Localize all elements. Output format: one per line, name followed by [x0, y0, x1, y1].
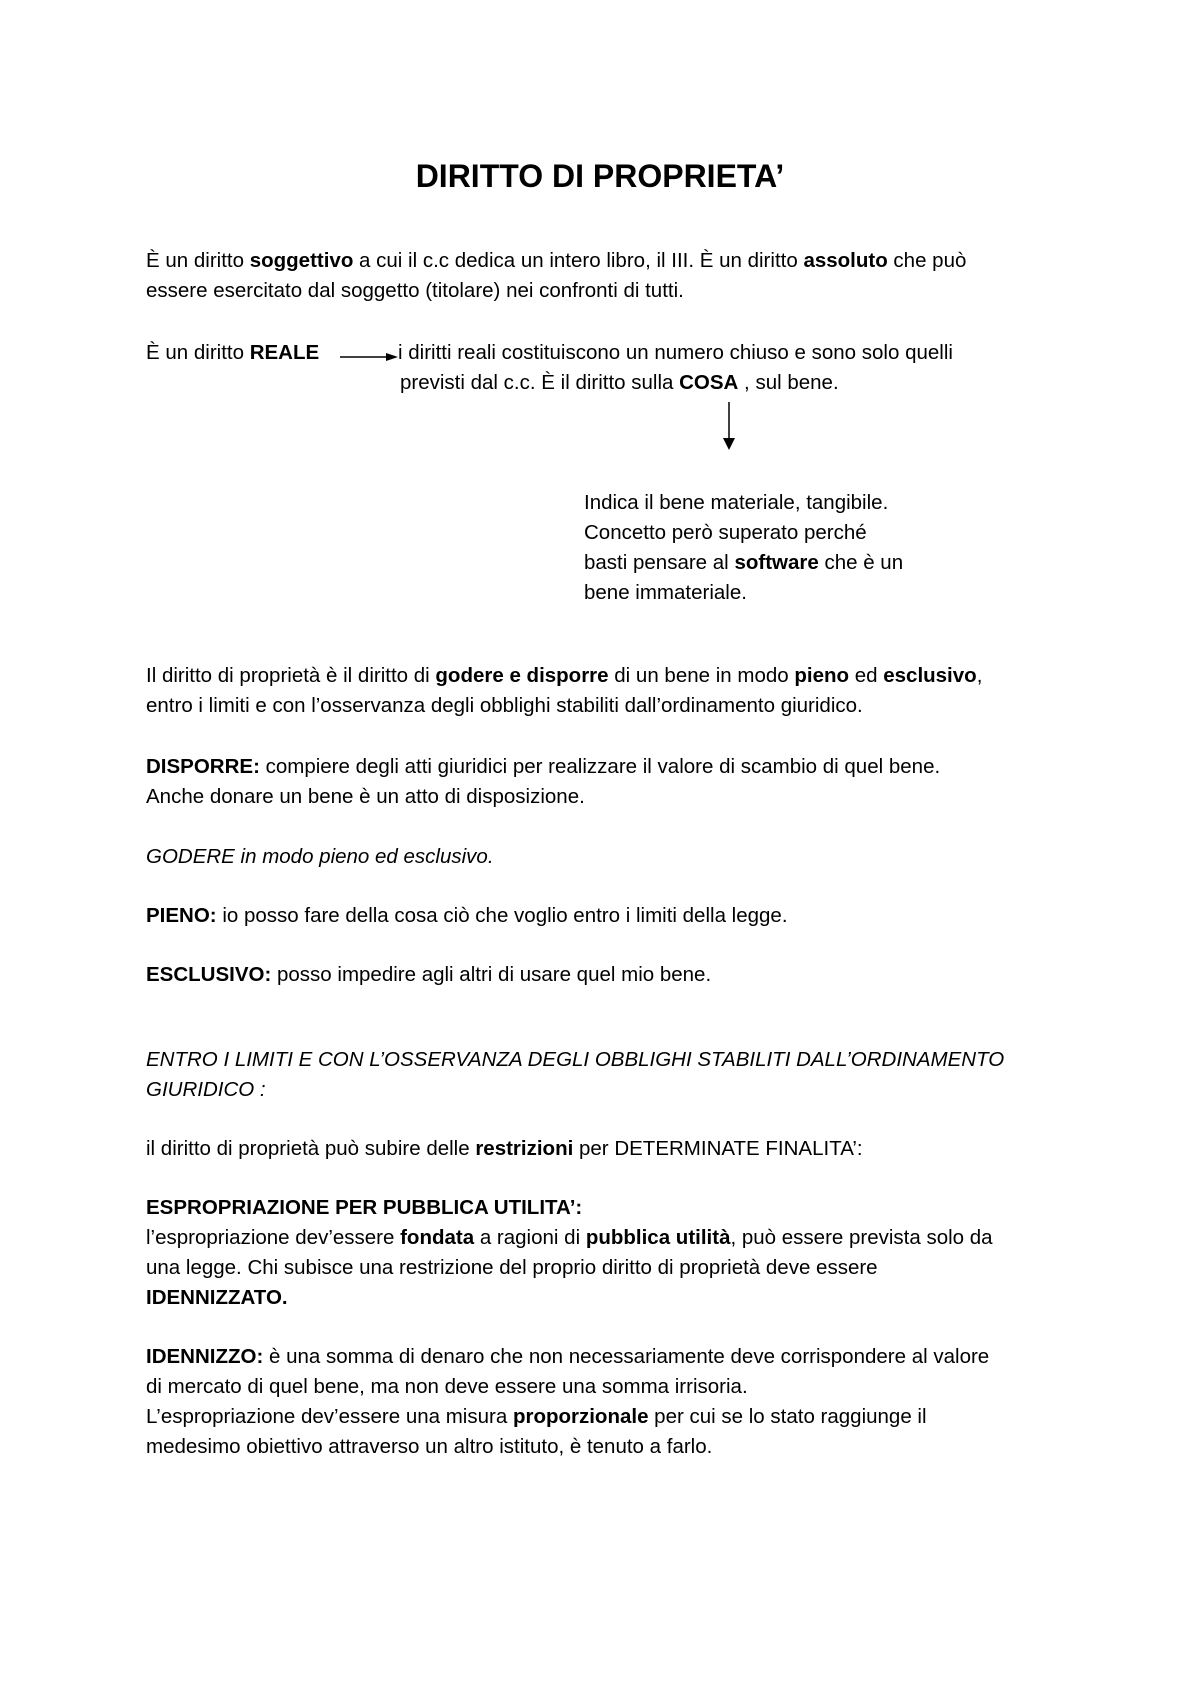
intro-text: È un diritto [146, 249, 250, 272]
disporre-label: DISPORRE: [146, 755, 260, 778]
espropriazione-text: l’espropriazione dev’essere [146, 1226, 401, 1249]
definition-line-2: entro i limiti e con l’osservanza degli obblighi stabiliti dall’ordinamento giuridico. [146, 694, 863, 717]
esclusivo-label: ESCLUSIVO: [146, 963, 272, 986]
esclusivo-text: posso impedire agli altri di usare quel mio bene. [271, 963, 712, 986]
godere-paragraph: GODERE in modo pieno ed esclusivo. [146, 845, 494, 868]
pieno-text: io posso fare della cosa ciò che voglio entro i limiti della legge. [216, 904, 788, 927]
definition-text: ed [849, 664, 884, 687]
espropriazione-line-4: IDENNIZZATO. [146, 1286, 288, 1309]
cosa-bold-software: software [734, 551, 819, 574]
restrizioni-bold: restrizioni [475, 1137, 574, 1160]
idennizzo-line-2: di mercato di quel bene, ma non deve essere una somma irrisoria. [146, 1375, 748, 1398]
intro-text: a cui il c.c dedica un intero libro, il III. È un diritto [353, 249, 804, 272]
idennizzo-paragraph [146, 1342, 1086, 1462]
cosa-line-3 [584, 548, 944, 578]
definition-bold: godere e disporre [435, 664, 609, 687]
entro-line-2: GIURIDICO : [146, 1078, 266, 1101]
page-title: DIRITTO DI PROPRIETA’ [415, 158, 785, 194]
restrizioni-text: per DETERMINATE FINALITA’: [573, 1137, 863, 1160]
reale-text: È un diritto [146, 341, 250, 364]
cosa-line-4: bene immateriale. [584, 581, 747, 604]
espropriazione-text: a ragioni di [474, 1226, 586, 1249]
idennizzo-line-4: medesimo obiettivo attraverso un altro istituto, è tenuto a farlo. [146, 1435, 713, 1458]
intro-bold-assoluto: assoluto [803, 249, 888, 272]
pieno-label: PIENO: [146, 904, 217, 927]
espropriazione-paragraph [146, 1193, 1086, 1313]
entro-line-1: ENTRO I LIMITI E CON L’OSSERVANZA DEGLI OBBLIGHI STABILITI DALL’ORDINAMENTO [146, 1048, 1005, 1071]
reale-text: previsti dal c.c. È il diritto sulla [400, 371, 680, 394]
idennizzo-line-3 [146, 1402, 1086, 1432]
definition-text: Il diritto di proprietà è il diritto di [146, 664, 436, 687]
definition-bold: esclusivo [883, 664, 977, 687]
esclusivo-paragraph [146, 960, 1086, 990]
definition-paragraph [146, 661, 1086, 721]
espropriazione-bold: fondata [400, 1226, 475, 1249]
intro-text: che può [887, 249, 967, 272]
intro-paragraph [146, 246, 1086, 306]
definition-text: di un bene in modo [608, 664, 795, 687]
restrizioni-text: il diritto di proprietà può subire delle [146, 1137, 476, 1160]
cosa-line-2: Concetto però superato perché [584, 521, 867, 544]
intro-line-1 [146, 246, 1086, 276]
restrizioni-paragraph [146, 1134, 1086, 1164]
idennizzo-line-1 [146, 1342, 1086, 1372]
espropriazione-bold: pubblica utilità [585, 1226, 731, 1249]
definition-text: , [976, 664, 983, 687]
definition-line-1 [146, 661, 1086, 691]
reale-description [398, 338, 1058, 398]
idennizzo-text: per cui se lo stato raggiunge il [648, 1405, 927, 1428]
disporre-line-2: Anche donare un bene è un atto di disposizione. [146, 785, 585, 808]
reale-line-1: i diritti reali costituiscono un numero chiuso e sono solo quelli [398, 341, 953, 364]
intro-line-2: essere esercitato dal soggetto (titolare) nei confronti di tutti. [146, 279, 684, 302]
reale-lead [146, 338, 319, 368]
reale-bold: REALE [249, 341, 320, 364]
cosa-text: basti pensare al [584, 551, 735, 574]
pieno-paragraph [146, 901, 1086, 931]
arrow-down-icon [722, 402, 736, 450]
reale-line-2 [398, 368, 1058, 398]
espropriazione-line-2 [146, 1223, 1086, 1253]
disporre-line-1 [146, 752, 1086, 782]
espropriazione-line-3: una legge. Chi subisce una restrizione del proprio diritto di proprietà deve essere [146, 1256, 878, 1279]
arrow-right-icon [340, 353, 398, 361]
idennizzo-bold: proporzionale [512, 1405, 649, 1428]
idennizzo-label: IDENNIZZO: [146, 1345, 264, 1368]
cosa-line-1: Indica il bene materiale, tangibile. [584, 491, 889, 514]
entro-paragraph [146, 1045, 1086, 1105]
reale-bold-cosa: COSA [679, 371, 739, 394]
reale-text: , sul bene. [738, 371, 839, 394]
espropriazione-text: , può essere prevista solo da [730, 1226, 993, 1249]
intro-bold-soggettivo: soggettivo [249, 249, 354, 272]
definition-bold: pieno [794, 664, 850, 687]
disporre-text: compiere degli atti giuridici per realizzare il valore di scambio di quel bene. [259, 755, 941, 778]
idennizzo-text: è una somma di denaro che non necessariamente deve corrispondere al valore [263, 1345, 990, 1368]
espropriazione-heading: ESPROPRIAZIONE PER PUBBLICA UTILITA’: [146, 1196, 583, 1219]
disporre-paragraph [146, 752, 1086, 812]
cosa-text: che è un [818, 551, 904, 574]
idennizzo-text: L’espropriazione dev’essere una misura [146, 1405, 513, 1428]
cosa-note [584, 488, 944, 608]
